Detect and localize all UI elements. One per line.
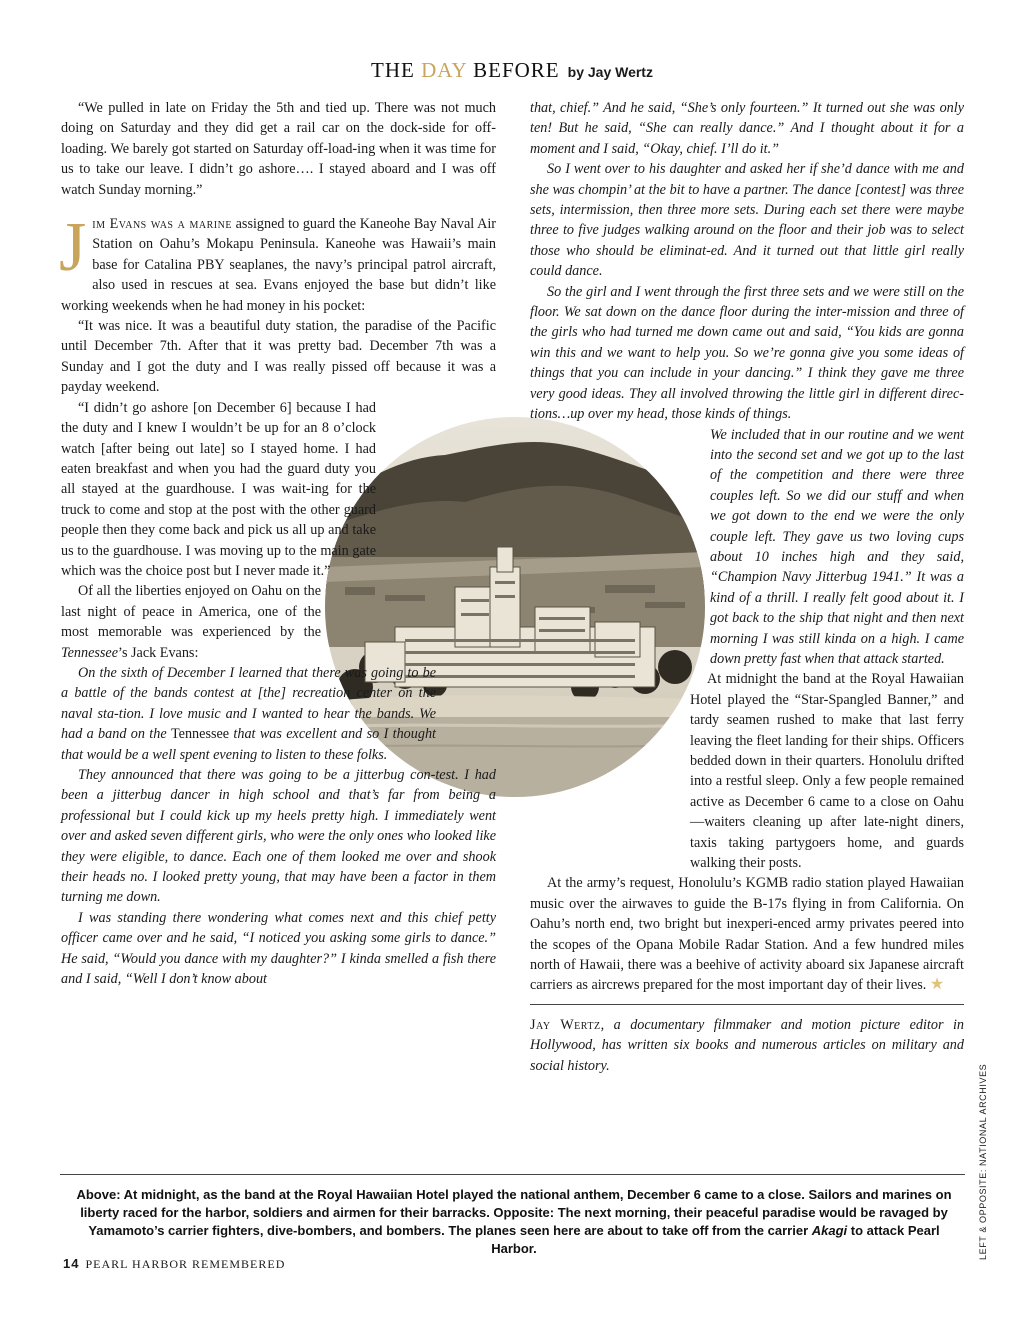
title-part: BEFORE [466, 58, 560, 82]
paragraph [530, 873, 964, 995]
text-run: On the sixth of December I learned that there was going to be a battle of the bands contest at [the] recreation center on the naval sta-tion. I love music and I wanted to hear the bands. We had a band on the [61, 664, 436, 743]
right-column [530, 98, 964, 1076]
paragraph [61, 581, 496, 663]
ship-name: Tennessee [61, 644, 119, 661]
quoted-paragraph: So the girl and I went through the first three sets and we were still on the floor. We sat down on the dance floor during the inter-mission and three of the girls who had turned me down came out and said, “You kids are gonna win this and we want to help you. So we’re gonna give you some ideas of things that you can include in your dancing.” I think they gave me three very good ideas. They all involved throwing the little girl in different direc-tions…up over my head, those kinds of things. [530, 283, 964, 423]
text-run: Of all the liberties enjoyed on Oahu on the last night of peace in America, one of the most memorable was experienced by the [61, 583, 321, 641]
lead-in-smallcaps: im Evans was a marine [92, 216, 232, 233]
quoted-paragraph: that, chief.” And he said, “She’s only fourteen.” It turned out she was only ten! But he said, “She can really dance.” And I thought about it for a moment and I said, “Okay, chief. I’ll do it.” [530, 100, 964, 157]
lead-paragraph [59, 209, 496, 316]
text-run: At the army’s request, Honolulu’s KGMB radio station played Hawaiian music over the airwaves to guide the B-17s flying in from California. On Oahu’s north end, two bright but inexperi-enced army privates peered into the scopes of the Opana Mobile Radar Station. And a few hundred miles north of Hawaii, there was a beehive of activity aboard six Japanese aircraft carriers as aircrews prepared for the most important day of their lives. [530, 875, 964, 994]
article-title [371, 58, 560, 82]
title-accent: DAY [421, 58, 467, 82]
publication-name: PEARL HARBOR REMEMBERED [85, 1257, 286, 1271]
title-part: THE [371, 58, 422, 82]
text-run: ’s Jack Evans: [118, 644, 199, 661]
page-footer [63, 1256, 285, 1272]
caption-text: Above: At midnight, as the band at the Royal Hawaiian Hotel played the national anthem, December 6 came to a close. Sailors and marines on liberty raced for the harbor, soldiers and airmen for their barracks. Opposite: The next morning, their peaceful paradise would be ravaged by Yamamoto’s carrier fighters, dive-bombers, and bombers. The planes seen here are about to take off from the carrier [76, 1187, 952, 1238]
paragraph: “I didn’t go ashore [on December 6] because I had the duty and I knew I wouldn’t be up for an 8 o’clock watch [after being out late] so I stayed home. I had eaten breakfast and when you had the guard duty you all stayed at the guardhouse. I was wait-ing for the truck to come and stop at the post with the other guard people then they come back and pick us all up and take us to the guardhouse. I was moving up to the main gate which was the choice post but I never made it.” [61, 399, 376, 579]
caption-divider [60, 1174, 965, 1175]
text-run: that was excellent and so I thought that would be a well spent evening to listen to these folks. [61, 726, 436, 763]
ship-name: Akagi [811, 1223, 848, 1238]
author-name: Jay Wertz [530, 1016, 601, 1033]
paragraph: “We pulled in late on Friday the 5th and tied up. There was not much doing on Saturday and they did get a rail car on the dock-side for off-loading. We barely got started on Saturday off-load-ing when it was time for us to take our leave. I didn’t go ashore…. I stayed aboard and I was off watch Sunday morning.” [61, 100, 496, 198]
photo-caption [64, 1186, 964, 1258]
photo-credit: LEFT & OPPOSITE: NATIONAL ARCHIVES [978, 1063, 988, 1260]
quoted-paragraph: They announced that there was going to be a jitterbug con-test. I had been a jitterbug dancer in high school and that’s far from being a professional but I could kick up my heels pretty high. I immediately went over and asked seven different girls, who were the only ones who looked like they were eligible, to dance. Each one of them looked me over and shook their heads no. I looked pretty young, that may have been a factor in them turning me down. [61, 767, 496, 906]
quoted-paragraph: I was standing there wondering what comes next and this chief petty officer came over and he said, “I noticed you asking some girls to dance.” He said, “Would you dance with my daughter?” I kinda smelled a fish there and I said, “Well I don’t know about [61, 909, 496, 988]
drop-cap: J [59, 209, 87, 287]
article-header [0, 58, 1024, 83]
quoted-paragraph [61, 663, 496, 765]
byline: by Jay Wertz [567, 64, 653, 80]
star-icon: ★ [929, 976, 945, 994]
paragraph: At midnight the band at the Royal Hawaiian Hotel played the “Star-Spangled Banner,” and tardy seamen rushed to make that last ferry leaving the fleet landing for their ships. Officers bedded down in their quarters. Honolulu drifted into a restful sleep. Only a few people remained active as December 6 came to a close on Oahu—waiters cleaning up after late-night diners, taxis taking partygoers home, and guards walking their posts. [690, 671, 964, 872]
left-column [61, 98, 496, 989]
paragraph: “It was nice. It was a beautiful duty station, the paradise of the Pacific until December 7th. After that it was pretty bad. December 7th was a Sunday and I got the duty and I was really pissed off because it was a payday weekend. [61, 318, 496, 396]
quoted-paragraph: So I went over to his daughter and asked her if she’d dance with me and she was chompin’ at the bit to have a partner. The dance [contest] was three sets, intermission, then three more sets. During each set there were maybe three to five judges walking around on the floor and their job was to select those who should be eliminat-ed. And it turned out that little girl really could dance. [530, 161, 964, 280]
caption-text: to attack Pearl Harbor. [491, 1223, 940, 1256]
ship-name: Tennessee [170, 726, 230, 743]
bio-divider [530, 1004, 964, 1005]
page-number: 14 [63, 1256, 80, 1271]
author-bio [530, 1015, 964, 1076]
bio-text: , a documentary filmmaker and motion picture editor in Hollywood, has written six books and numerous articles on military and social history. [530, 1016, 965, 1074]
lead-text: assigned to guard the Kaneohe Bay Naval Air Station on Oahu’s Mokapu Peninsula. Kaneohe was Hawaii’s main base for Catalina PBY seaplanes, the navy’s principal patrol aircraft, also used in rescues at sea. Evans enjoyed the base but didn’t like working weekends when he had money in his pocket: [61, 216, 496, 314]
quoted-paragraph: We included that in our routine and we went into the second set and we got up to the last of the competition and there were three couples left. So we did our stuff and when we got down to the end we were the only couple left. They gave us two loving cups about 10 inches high and they said, “Champion Navy Jitterbug 1941.” It was a kind of a thrill. I really felt good about it. I got back to the ship that night and then next morning I was still kinda on a high. I came down pretty fast when that attack started. [710, 426, 964, 667]
